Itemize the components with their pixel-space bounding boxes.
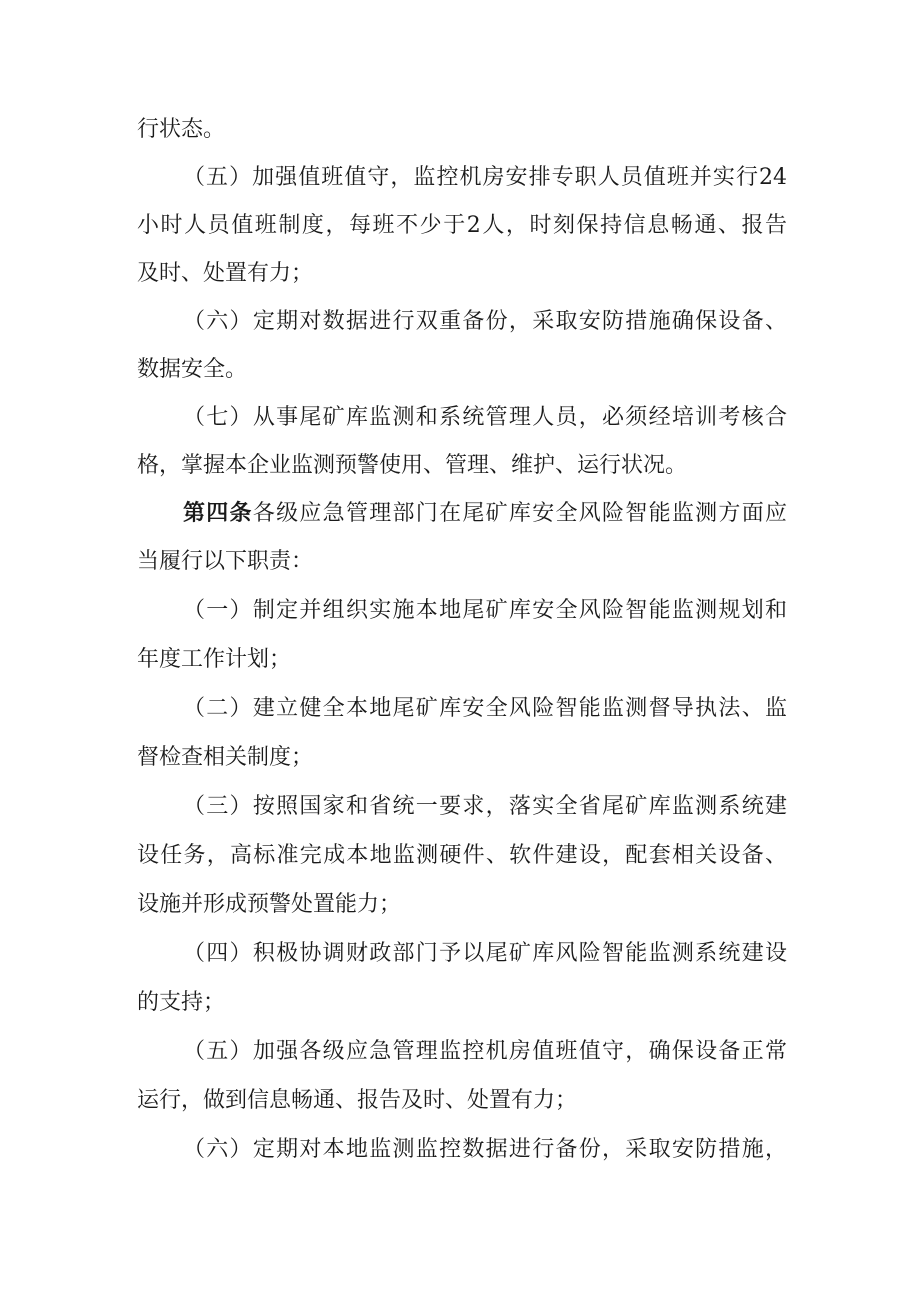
article-paragraph-first-line xyxy=(183,499,787,529)
text-line: （六）定期对本地监测监控数据进行备份，采取安防措施， xyxy=(183,1137,787,1162)
text-line: 及时、处置有力； xyxy=(137,261,314,286)
text-line: （五）加强各级应急管理监控机房值班值守，确保设备正常 xyxy=(183,1039,787,1064)
text-line: 运行，做到信息畅通、报告及时、处置有力； xyxy=(137,1088,578,1113)
text-line: 当履行以下职责： xyxy=(137,549,314,574)
article-heading: 第四条 xyxy=(183,501,253,526)
text-line: 小时人员值班制度，每班不少于2人，时刻保持信息畅通、报告 xyxy=(137,213,787,238)
text-line: 行状态。 xyxy=(137,117,226,142)
text-line: （七）从事尾矿库监测和系统管理人员，必须经培训考核合 xyxy=(183,405,787,430)
text-line: （一）制定并组织实施本地尾矿库安全风险智能监测规划和 xyxy=(183,598,787,623)
text-line: 各级应急管理部门在尾矿库安全风险智能监测方面应 xyxy=(252,501,787,526)
text-line: （五）加强值班值守，监控机房安排专职人员值班并实行24 xyxy=(183,165,787,190)
text-line: 督检查相关制度； xyxy=(137,745,314,770)
text-line: （六）定期对数据进行双重备份，采取安防措施确保设备、 xyxy=(183,309,787,334)
text-line: 数据安全。 xyxy=(137,357,248,382)
text-line: 设施并形成预警处置能力； xyxy=(137,892,402,917)
text-line: 的支持； xyxy=(137,990,226,1015)
text-line: （三）按照国家和省统一要求，落实全省尾矿库监测系统建 xyxy=(183,794,787,819)
text-line: 格，掌握本企业监测预警使用、管理、维护、运行状况。 xyxy=(137,453,688,478)
text-line: （二）建立健全本地尾矿库安全风险智能监测督导执法、监 xyxy=(183,696,787,721)
text-line: （四）积极协调财政部门予以尾矿库风险智能监测系统建设 xyxy=(183,941,787,966)
text-line: 年度工作计划； xyxy=(137,647,292,672)
text-line: 设任务，高标准完成本地监测硬件、软件建设，配套相关设备、 xyxy=(137,843,787,868)
